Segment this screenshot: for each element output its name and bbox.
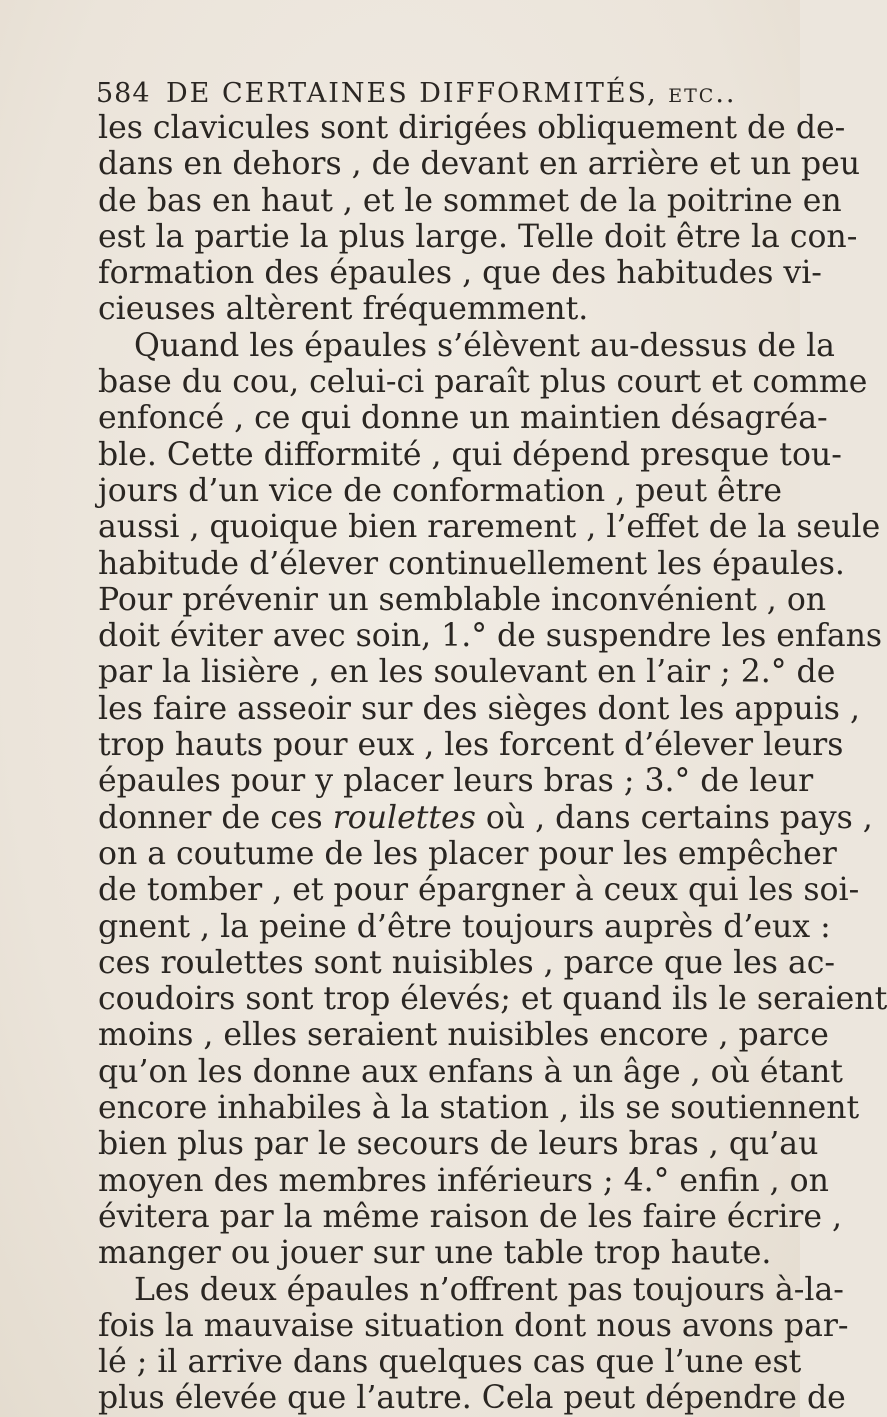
- text-line: fois la mauvaise situation dont nous avons par-: [98, 1307, 849, 1344]
- text-line: ces roulettes sont nuisibles , parce que les ac-: [98, 944, 836, 981]
- text-line: moyen des membres inférieurs ; 4.° enfin , on: [98, 1162, 829, 1199]
- text-line: base du cou, celui-ci paraît plus court et comme: [98, 364, 868, 401]
- text-line: jours d’un vice de conformation , peut être: [98, 472, 783, 509]
- italic-word: roulettes: [332, 799, 476, 836]
- text-line: encore inhabiles à la station , ils se soutiennent: [98, 1090, 860, 1127]
- paragraph-start-line: Quand les épaules s’élèvent au-dessus de la: [134, 327, 835, 364]
- text-line: plus élevée que l’autre. Cela peut dépendre de: [98, 1380, 846, 1417]
- text-line: est la partie la plus large. Telle doit être la con-: [98, 218, 858, 255]
- text-line: évitera par la même raison de les faire écrire ,: [98, 1198, 843, 1235]
- text-line: les faire asseoir sur des sièges dont les appuis ,: [98, 690, 860, 727]
- text-line: enfoncé , ce qui donne un maintien désagréa-: [98, 400, 828, 437]
- page-number: 584: [96, 78, 151, 109]
- text-line: de tomber , et pour épargner à ceux qui les soi-: [98, 872, 860, 909]
- text-segment: où , dans certains pays ,: [475, 799, 873, 836]
- text-line: Pour prévenir un semblable inconvénient , on: [98, 581, 827, 618]
- text-line: par la lisière , en les soulevant en l’air ; 2.° de: [98, 654, 836, 691]
- paragraph-start-line: Les deux épaules n’offrent pas toujours à-la-: [134, 1271, 844, 1308]
- running-title: DE CERTAINES DIFFORMITÉS, etc..: [166, 78, 737, 109]
- body-text: [98, 110, 887, 1417]
- text-line: dans en dehors , de devant en arrière et un peu: [98, 146, 861, 183]
- text-line: bien plus par le secours de leurs bras , qu’au: [98, 1126, 819, 1163]
- text-line: cieuses altèrent fréquemment.: [98, 291, 589, 328]
- page-header: [96, 78, 737, 109]
- text-line: qu’on les donne aux enfans à un âge , où étant: [98, 1053, 843, 1090]
- text-line: habitude d’élever continuellement les épaules.: [98, 545, 845, 582]
- text-line-with-italic: [98, 799, 873, 836]
- text-line: formation des épaules , que des habitudes vi-: [98, 255, 822, 292]
- text-line: ble. Cette difformité , qui dépend presque tou-: [98, 436, 842, 473]
- text-line: les clavicules sont dirigées obliquement de de-: [98, 110, 846, 146]
- text-line: coudoirs sont trop élevés; et quand ils le seraient: [98, 981, 887, 1018]
- text-line: trop hauts pour eux , les forcent d’élever leurs: [98, 727, 844, 764]
- text-line: moins , elles seraient nuisibles encore , parce: [98, 1017, 829, 1054]
- text-line: gnent , la peine d’être toujours auprès d’eux :: [98, 908, 831, 945]
- text-line: épaules pour y placer leurs bras ; 3.° de leur: [98, 763, 814, 800]
- text-line: manger ou jouer sur une table trop haute.: [98, 1235, 772, 1272]
- text-line: on a coutume de les placer pour les empêcher: [98, 835, 837, 872]
- text-line: aussi , quoique bien rarement , l’effet de la seule: [98, 509, 881, 546]
- text-segment: donner de ces: [98, 799, 333, 836]
- text-line: doit éviter avec soin, 1.° de suspendre les enfans: [98, 618, 883, 655]
- text-line: lé ; il arrive dans quelques cas que l’une est: [98, 1344, 802, 1381]
- text-line: de bas en haut , et le sommet de la poitrine en: [98, 182, 842, 219]
